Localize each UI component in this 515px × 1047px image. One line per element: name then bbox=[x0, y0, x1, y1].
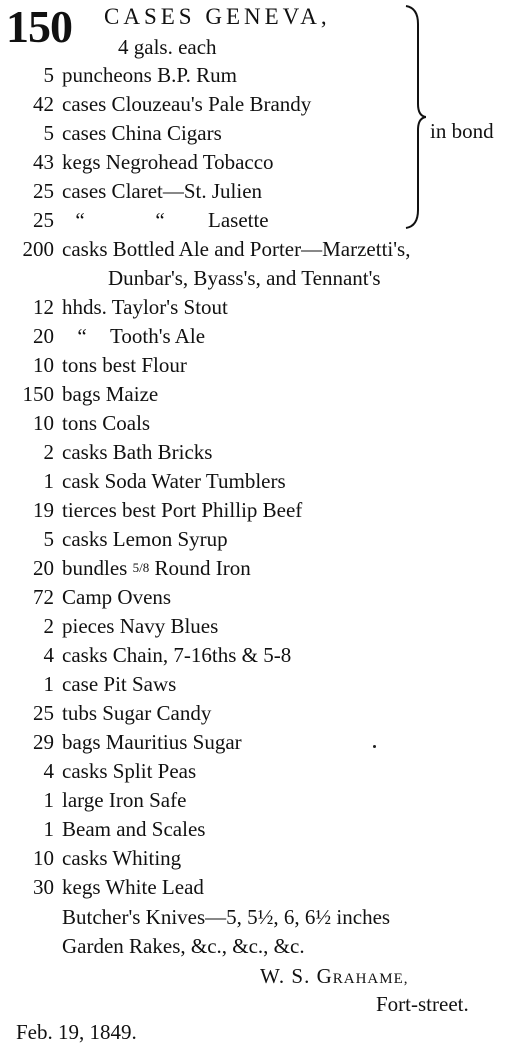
item-quantity: 2 bbox=[43, 614, 54, 638]
item-description: bags Mauritius Sugar bbox=[62, 730, 242, 754]
ditto-mark: “ bbox=[75, 208, 85, 232]
headline-title: CASES GENEVA, bbox=[104, 4, 331, 29]
item-quantity: 29 bbox=[33, 730, 54, 754]
item-description: tons Coals bbox=[62, 411, 151, 435]
list-item bbox=[0, 699, 211, 727]
list-item bbox=[0, 554, 251, 582]
item-quantity: 25 bbox=[33, 701, 54, 725]
list-item bbox=[0, 148, 274, 176]
list-item bbox=[0, 670, 176, 698]
item-quantity: 12 bbox=[33, 295, 54, 319]
item-description: tierces best Port Phillip Beef bbox=[62, 498, 303, 522]
list-item bbox=[0, 177, 262, 205]
item-description: Beam and Scales bbox=[62, 817, 206, 841]
item-description: pieces Navy Blues bbox=[62, 614, 219, 638]
list-item bbox=[0, 61, 237, 89]
ink-speck bbox=[373, 745, 376, 748]
item-quantity: 30 bbox=[33, 875, 54, 899]
item-description: cases Clouzeau's Pale Brandy bbox=[62, 92, 312, 116]
item-quantity: 5 bbox=[43, 121, 54, 145]
list-item bbox=[0, 786, 186, 814]
list-item bbox=[0, 90, 311, 118]
item-description: kegs White Lead bbox=[62, 875, 204, 899]
item-description: Camp Ovens bbox=[62, 585, 172, 609]
list-item-continuation: Dunbar's, Byass's, and Tennant's bbox=[108, 266, 381, 290]
list-item-extra: Garden Rakes, &c., &c., &c. bbox=[62, 934, 305, 958]
item-quantity: 5 bbox=[43, 63, 54, 87]
bracket-label: in bond bbox=[430, 119, 494, 143]
list-item bbox=[0, 641, 291, 669]
signature-name: W. S. GRAHAME, bbox=[260, 964, 409, 988]
item-description: cases Claret—St. Julien bbox=[62, 179, 263, 203]
item-description: casks Whiting bbox=[62, 846, 182, 870]
item-description: bags Maize bbox=[62, 382, 159, 406]
item-description: casks Lemon Syrup bbox=[62, 527, 228, 551]
item-description: casks Chain, 7-16ths & 5-8 bbox=[62, 643, 292, 667]
item-quantity: 1 bbox=[43, 788, 54, 812]
headline-quantity: 150 bbox=[6, 1, 72, 52]
bracket-brace bbox=[402, 4, 426, 230]
list-item bbox=[0, 496, 302, 524]
item-quantity: 10 bbox=[33, 411, 54, 435]
item-quantity: 1 bbox=[43, 469, 54, 493]
item-quantity: 1 bbox=[43, 817, 54, 841]
list-item bbox=[0, 525, 228, 553]
ditto-mark: “ bbox=[155, 208, 165, 232]
item-quantity: 42 bbox=[33, 92, 54, 116]
item-quantity: 2 bbox=[43, 440, 54, 464]
item-quantity: 5 bbox=[43, 527, 54, 551]
item-description: cases China Cigars bbox=[62, 121, 222, 145]
item-quantity: 19 bbox=[33, 498, 54, 522]
item-quantity: 72 bbox=[33, 585, 54, 609]
list-item bbox=[0, 583, 171, 611]
item-quantity: 150 bbox=[22, 382, 54, 406]
item-description: tons best Flour bbox=[62, 353, 187, 377]
item-quantity: 10 bbox=[33, 846, 54, 870]
list-item bbox=[0, 235, 410, 263]
list-item bbox=[0, 815, 205, 843]
item-description: Round Iron bbox=[154, 556, 251, 580]
list-item bbox=[0, 873, 204, 901]
list-item bbox=[0, 728, 242, 756]
item-description: large Iron Safe bbox=[62, 788, 187, 812]
list-item bbox=[0, 467, 286, 495]
list-item-extra: Butcher's Knives—5, 5½, 6, 6½ inches bbox=[62, 905, 391, 929]
item-description: puncheons B.P. Rum bbox=[62, 63, 238, 87]
list-item bbox=[0, 612, 218, 640]
list-item bbox=[0, 293, 228, 321]
ditto-mark: “ bbox=[77, 324, 87, 348]
item-quantity: 4 bbox=[43, 643, 54, 667]
item-quantity: 25 bbox=[33, 179, 54, 203]
item-description: cask Soda Water Tumblers bbox=[62, 469, 286, 493]
list-item bbox=[0, 119, 222, 147]
signature-place: Fort-street. bbox=[376, 992, 469, 1016]
list-item bbox=[0, 351, 187, 379]
list-item bbox=[0, 438, 212, 466]
item-description: kegs Negrohead Tobacco bbox=[62, 150, 274, 174]
item-quantity: 43 bbox=[33, 150, 54, 174]
list-item bbox=[0, 380, 158, 408]
headline-subtitle: 4 gals. each bbox=[118, 35, 217, 59]
fraction: 5/8 bbox=[132, 560, 150, 575]
item-description: casks Bath Bricks bbox=[62, 440, 213, 464]
item-quantity: 200 bbox=[22, 237, 54, 261]
item-description: bundles bbox=[62, 556, 128, 580]
item-quantity: 4 bbox=[43, 759, 54, 783]
list-item bbox=[0, 757, 196, 785]
item-quantity: 1 bbox=[43, 672, 54, 696]
list-item bbox=[0, 322, 205, 350]
item-description: casks Bottled Ale and Porter—Marzetti's, bbox=[62, 237, 411, 261]
item-quantity: 25 bbox=[33, 208, 54, 232]
date-line: Feb. 19, 1849. bbox=[16, 1020, 137, 1044]
item-quantity: 10 bbox=[33, 353, 54, 377]
item-quantity: 20 bbox=[33, 556, 54, 580]
list-item bbox=[0, 409, 150, 437]
item-description: casks Split Peas bbox=[62, 759, 197, 783]
item-description: Tooth's Ale bbox=[110, 324, 206, 348]
item-description: Lasette bbox=[208, 208, 269, 232]
list-item bbox=[0, 206, 269, 234]
item-description: case Pit Saws bbox=[62, 672, 177, 696]
item-description: tubs Sugar Candy bbox=[62, 701, 212, 725]
item-quantity: 20 bbox=[33, 324, 54, 348]
list-item bbox=[0, 844, 181, 872]
item-description: hhds. Taylor's Stout bbox=[62, 295, 228, 319]
